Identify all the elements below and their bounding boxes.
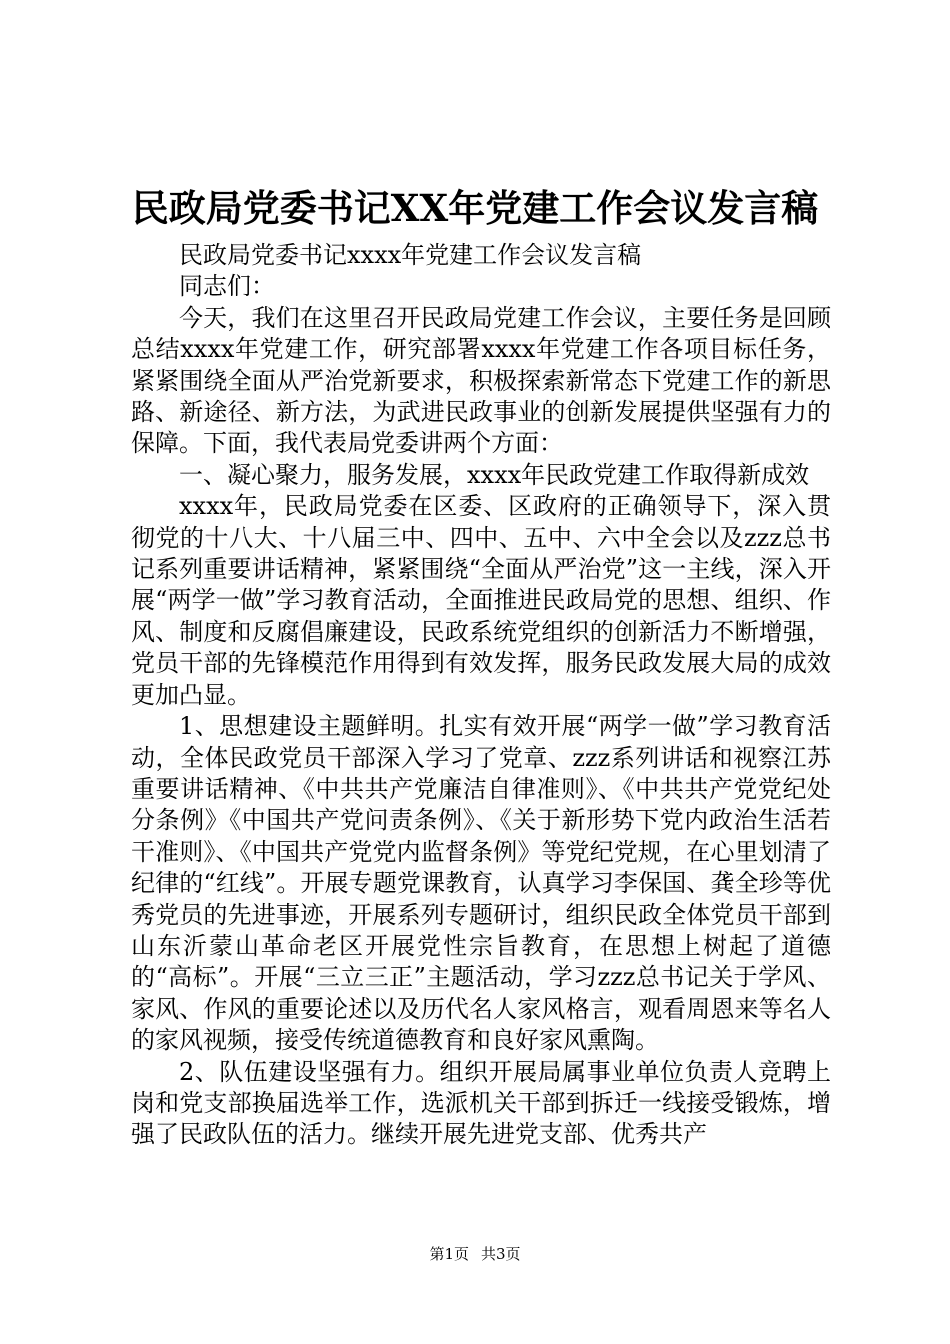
document-body [131, 240, 831, 1151]
body-paragraph: 一、凝心聚力，服务发展，xxxx年民政党建工作取得新成效 [179, 460, 810, 489]
document-title: 民政局党委书记XX年党建工作会议发言稿 [131, 186, 819, 230]
page-total: 共3页 [481, 1245, 521, 1263]
page-number: 第1页 [429, 1245, 469, 1263]
body-paragraph: 民政局党委书记xxxx年党建工作会议发言稿 [179, 241, 642, 269]
body-paragraph: 1、思想建设主题鲜明。扎实有效开展“两学一做”学习教育活动，全体民政党员干部深入学习了党章、zzz系列讲话和视察江苏重要讲话精神、《中共共产党廉洁自律准则》、《中共共产党党纪处分条例》《中国共产党问责条例》、《关于新形势下党内政治生活若干准则》、《中国共产党党内监督条例》等党纪党规，在心里划清了纪律的“红线”。开展专题党课教育，认真学习李保国、龚全珍等优秀党员的先进事迹，开展系列专题研讨，组织民政全体党员干部到山东沂蒙山革命老区开展党性宗旨教育，在思想上树起了道德的“高标”。开展“三立三正”主题活动，学习zzz总书记关于学风、家风、作风的重要论述以及历代名人家风格言，观看周恩来等名人的家风视频，接受传统道德教育和良好家风熏陶。 [131, 712, 831, 1055]
body-paragraph: xxxx年，民政局党委在区委、区政府的正确领导下，深入贯彻党的十八大、十八届三中、四中、五中、六中全会以及zzz总书记系列重要讲话精神，紧紧围绕“全面从严治党”这一主线，深入开展“两学一做”学习教育活动，全面推进民政局党的思想、组织、作风、制度和反腐倡廉建设，民政系统党组织的创新活力不断增强，党员干部的先锋模范作用得到有效发挥，服务民政发展大局的成效更加凸显。 [131, 492, 831, 709]
body-paragraph: 今天，我们在这里召开民政局党建工作会议，主要任务是回顾总结xxxx年党建工作，研究部署xxxx年党建工作各项目标任务，紧紧围绕全面从严治党新要求，积极探索新常态下党建工作的新思路、新途径、新方法，为武进民政事业的创新发展提供坚强有力的保障。下面，我代表局党委讲两个方面： [131, 303, 831, 458]
body-paragraph: 同志们： [179, 272, 275, 301]
page-footer [0, 1244, 950, 1264]
body-paragraph: 2、队伍建设坚强有力。组织开展局属事业单位负责人竞聘上岗和党支部换届选举工作，选派机关干部到拆迁一线接受锻炼，增强了民政队伍的活力。继续开展先进党支部、优秀共产 [131, 1057, 831, 1149]
